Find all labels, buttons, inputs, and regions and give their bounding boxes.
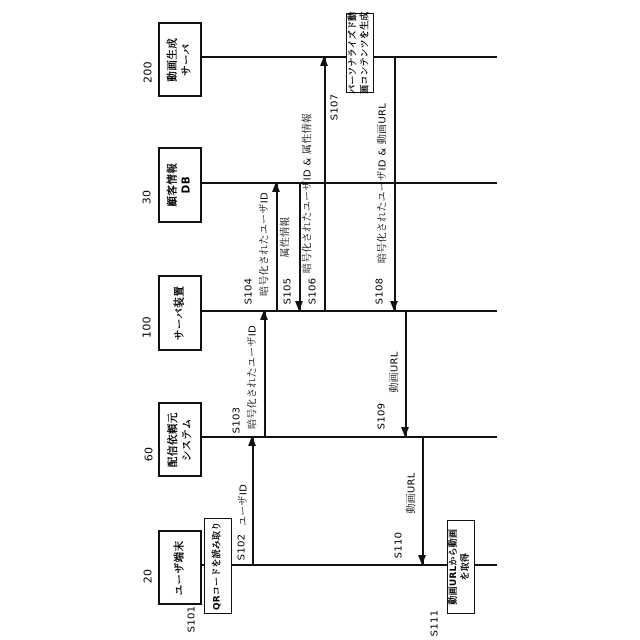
entity-label — [166, 412, 193, 467]
activity-label — [348, 12, 371, 94]
ref-number-30: 30 — [140, 189, 154, 205]
step-label-s109: S109 — [376, 402, 388, 430]
entity-label-line: DB — [180, 176, 192, 194]
step-label-s102: S102 — [236, 533, 248, 561]
entity-label — [173, 540, 187, 595]
ref-number-60: 60 — [142, 446, 156, 462]
ref-number-100: 100 — [140, 316, 154, 338]
step-label-s105: S105 — [282, 277, 294, 305]
ref-number-200: 200 — [141, 61, 155, 83]
activity-box-s101 — [204, 518, 232, 614]
entity-label — [166, 163, 193, 207]
entity-label-line: 顧客情報 — [166, 163, 179, 207]
entity-box-user-terminal — [158, 530, 202, 605]
arrow-s108 — [394, 57, 396, 310]
arrowhead-up-icon — [320, 56, 328, 66]
arrowhead-down-icon — [295, 301, 303, 311]
ref-number-20: 20 — [141, 568, 155, 584]
activity-label — [449, 529, 472, 605]
step-label-s104: S104 — [243, 277, 255, 305]
entity-box-server-device — [158, 275, 202, 351]
message-label-s110: 動画URL — [406, 472, 418, 514]
step-label-s108: S108 — [374, 277, 386, 305]
activity-label-line: を取得 — [461, 553, 471, 581]
arrow-s110 — [422, 437, 424, 564]
activity-box-s111 — [447, 520, 475, 614]
activity-box-s107 — [346, 13, 374, 93]
arrowhead-up-icon — [248, 436, 256, 446]
lifeline-delivery-requester — [198, 436, 497, 438]
activity-label-line: QRコードを読み取り — [212, 521, 223, 611]
entity-label-line: サーバ装置 — [173, 285, 186, 341]
entity-label-line: システム — [180, 418, 192, 461]
activity-label-line: 画コンテンツを生成 — [360, 11, 371, 95]
arrowhead-down-icon — [401, 427, 409, 437]
activity-label — [212, 522, 224, 611]
entity-label-line: 配信依頼元 — [166, 412, 179, 467]
message-label-s102: ユーザID — [238, 483, 250, 527]
message-label-s108: 暗号化されたユーザID & 動画URL — [377, 102, 389, 264]
entity-box-customer-info-db — [158, 147, 202, 223]
step-label-s111: S111 — [429, 609, 441, 637]
step-label-s103: S103 — [231, 406, 243, 434]
entity-label — [166, 38, 193, 82]
entity-label-line: 動画生成 — [166, 37, 179, 82]
lifeline-server-device — [198, 310, 497, 312]
arrowhead-up-icon — [272, 182, 280, 192]
arrow-s102 — [252, 437, 254, 564]
arrow-s103 — [264, 311, 266, 437]
step-label-s110: S110 — [393, 531, 405, 559]
entity-box-delivery-requester — [158, 402, 202, 477]
arrowhead-down-icon — [418, 555, 426, 565]
arrowhead-down-icon — [390, 301, 398, 311]
lifeline-customer-info-db — [198, 182, 497, 184]
entity-label-line: ユーザ端末 — [173, 539, 186, 595]
step-label-s107: S107 — [329, 93, 341, 121]
step-label-s101: S101 — [186, 605, 198, 633]
arrowhead-up-icon — [260, 310, 268, 320]
message-label-s106: 暗号化されたユーザID & 属性情報 — [302, 112, 314, 274]
message-label-s105: 属性情報 — [280, 216, 292, 258]
activity-label-line: パーソナライズド動 — [348, 11, 359, 95]
entity-label — [173, 286, 187, 340]
activity-label-line: 動画URLから動画 — [449, 529, 460, 605]
message-label-s104: 暗号化されたユーザID — [259, 192, 271, 296]
arrow-s106 — [324, 57, 326, 311]
step-label-s106: S106 — [307, 277, 319, 305]
arrow-s109 — [405, 311, 407, 436]
entity-label-line: サーバ — [180, 43, 192, 76]
entity-box-video-generation-server — [158, 22, 202, 97]
message-label-s109: 動画URL — [389, 351, 401, 393]
message-label-s103: 暗号化されたユーザID — [247, 325, 259, 429]
